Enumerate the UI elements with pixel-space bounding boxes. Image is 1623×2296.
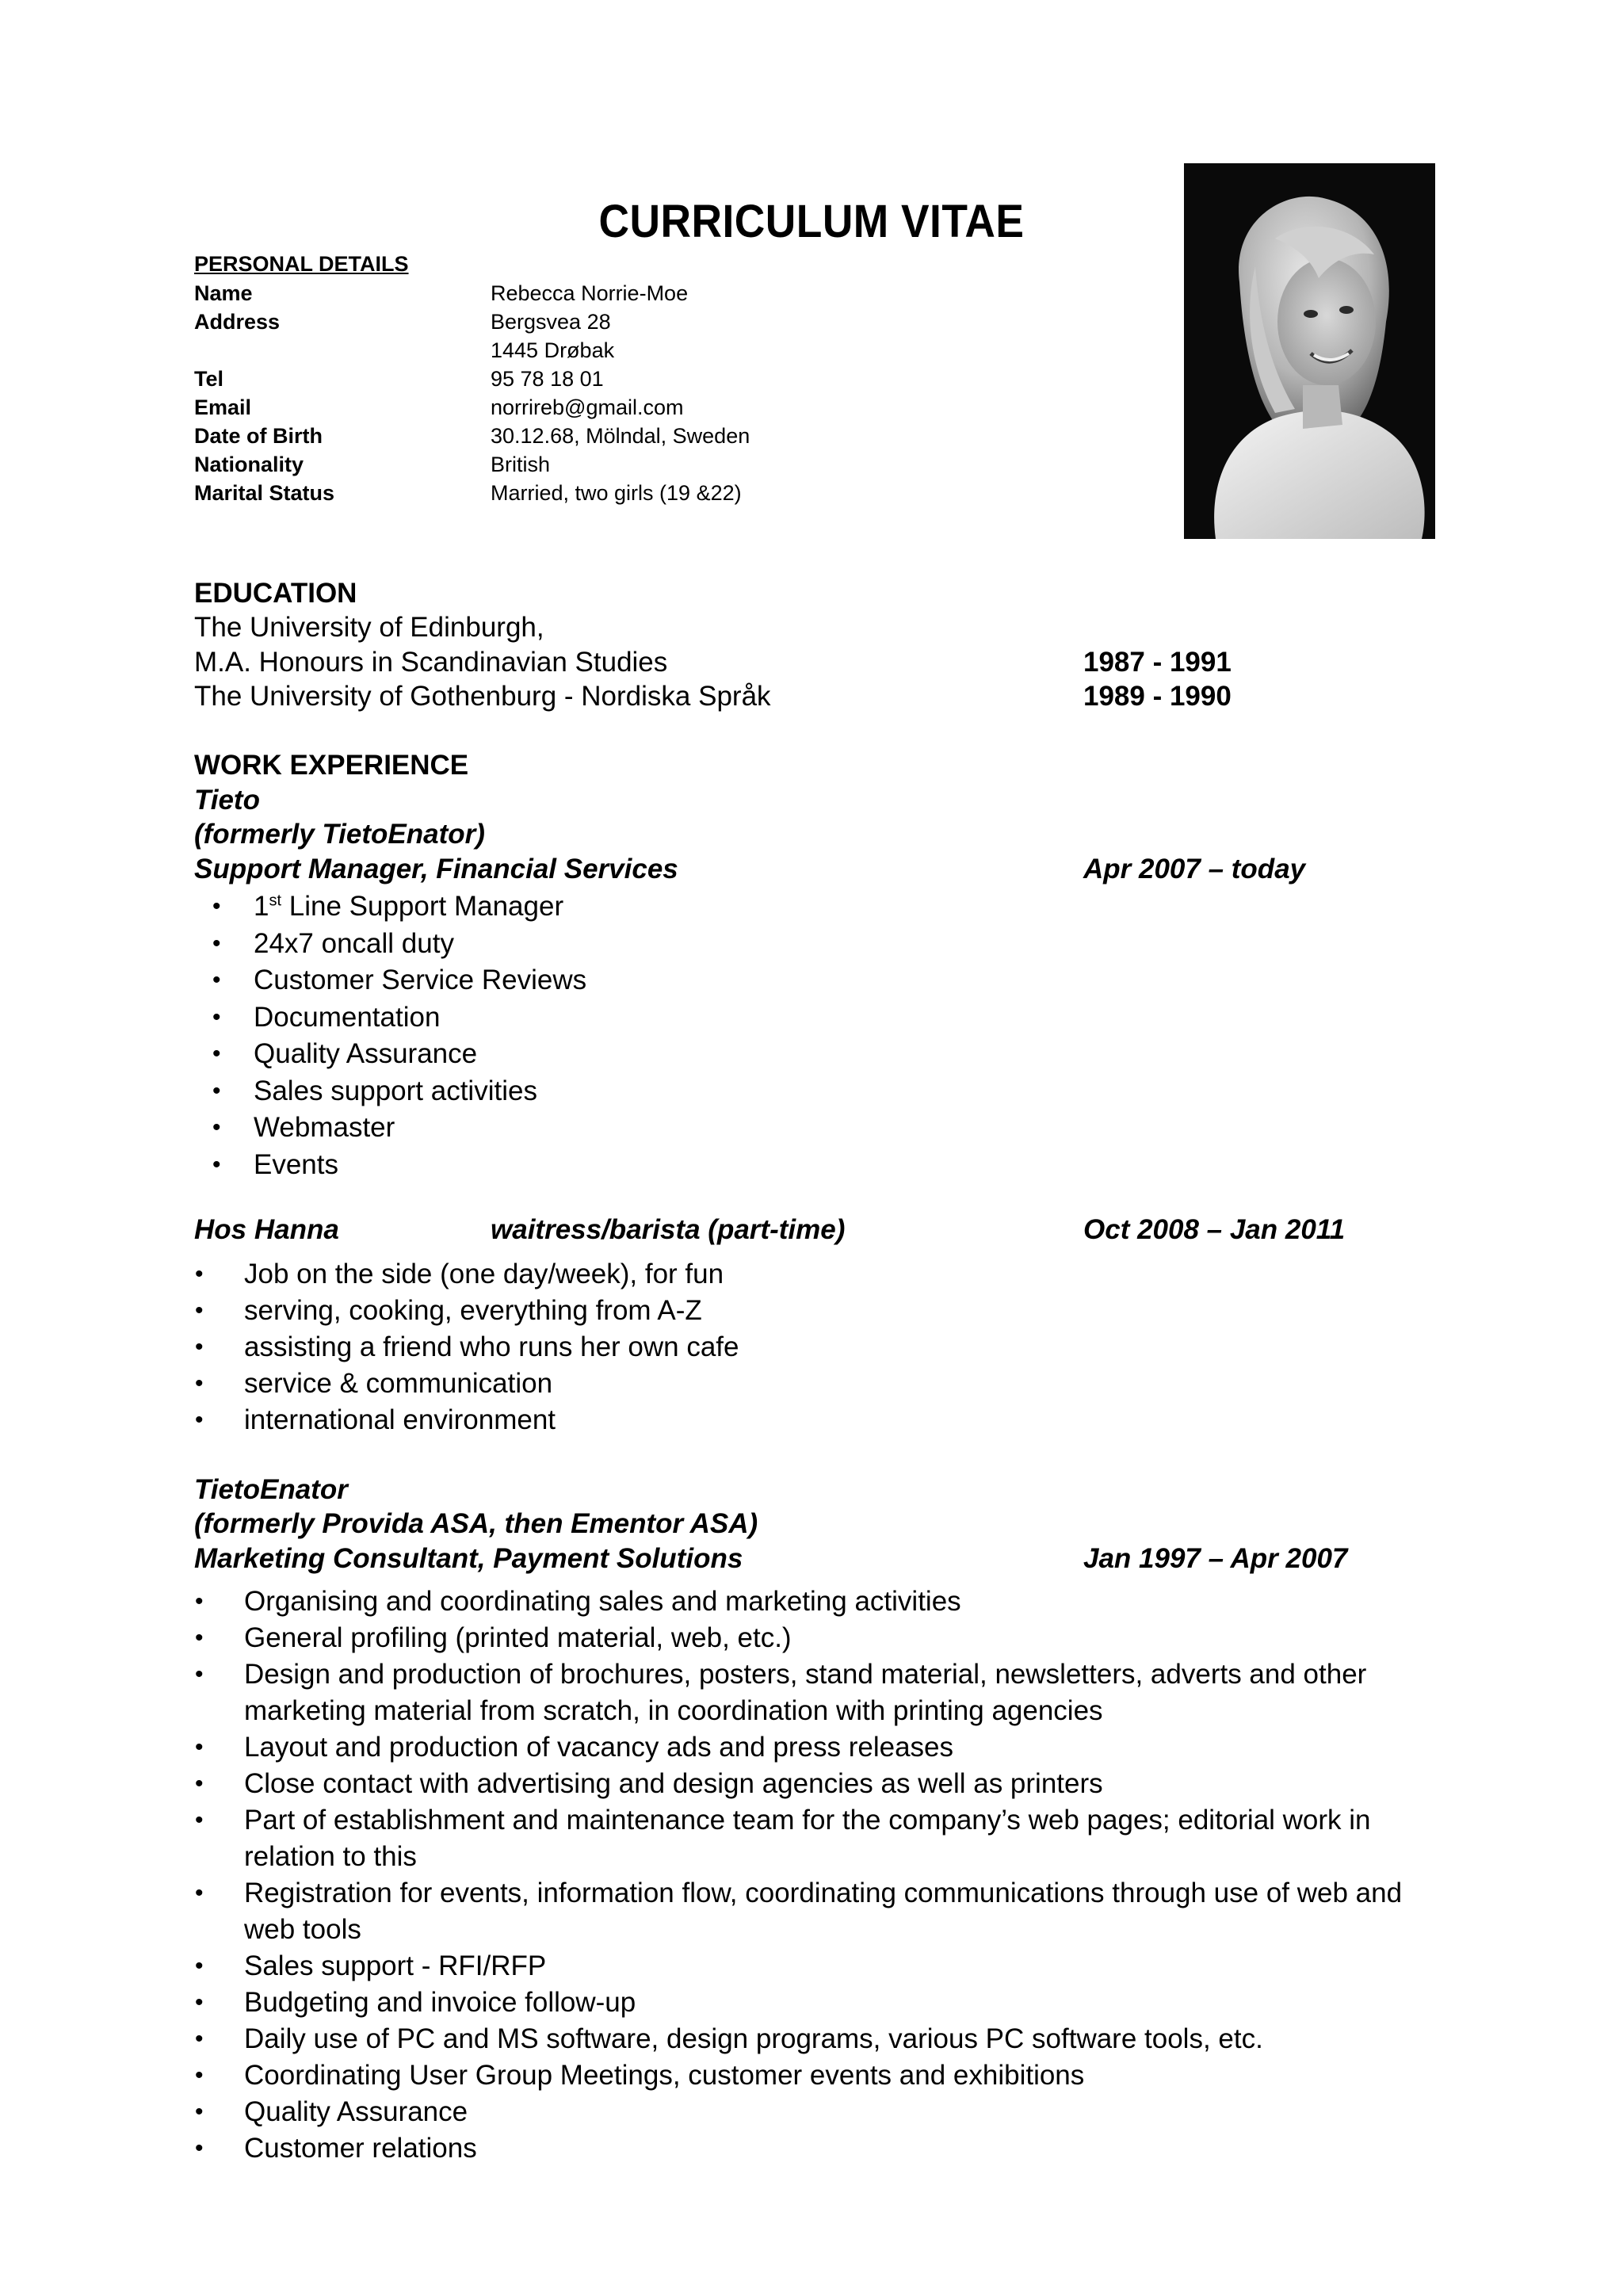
job-duties-list: [254, 888, 586, 1183]
personal-value: Bergsvea 28: [491, 310, 611, 334]
personal-value: Married, two girls (19 &22): [491, 481, 742, 505]
personal-value: 95 78 18 01: [491, 367, 604, 391]
list-item: • Sales support - RFI/RFP: [244, 1948, 1433, 1985]
work-heading: WORK EXPERIENCE: [194, 750, 469, 781]
job-dates: Oct 2008 – Jan 2011: [1083, 1214, 1346, 1245]
job-role: Marketing Consultant, Payment Solutions: [194, 1543, 743, 1574]
education-date: 1987 - 1991: [1083, 647, 1232, 678]
personal-details-heading: PERSONAL DETAILS: [194, 252, 409, 276]
list-item: • Registration for events, information flow, coordinating communications through use of web and web tools: [244, 1875, 1433, 1948]
job-duties-list: [244, 1256, 1433, 1438]
personal-label: Address: [194, 310, 281, 334]
list-item: • Customer Service Reviews: [254, 962, 586, 999]
job-company: Hos Hanna: [194, 1214, 339, 1245]
list-item: • General profiling (printed material, web, etc.): [244, 1620, 1433, 1656]
job-formerly: (formerly TietoEnator): [194, 819, 485, 850]
education-line: M.A. Honours in Scandinavian Studies: [194, 647, 668, 678]
list-item: • Budgeting and invoice follow-up: [244, 1985, 1433, 2021]
list-item: • Quality Assurance: [254, 1036, 586, 1073]
list-item: • international environment: [244, 1402, 1433, 1438]
job-dates: Jan 1997 – Apr 2007: [1083, 1543, 1348, 1574]
list-item: • Daily use of PC and MS software, design programs, various PC software tools, etc.: [244, 2021, 1433, 2057]
list-item: • Quality Assurance: [244, 2094, 1433, 2130]
personal-label: Tel: [194, 367, 224, 391]
job-role: waitress/barista (part-time): [491, 1214, 846, 1245]
list-item: • Sales support activities: [254, 1073, 586, 1110]
portrait-illustration: [1184, 163, 1435, 539]
portrait-photo: [1184, 163, 1435, 539]
job-company: Tieto: [194, 785, 260, 816]
job-formerly: (formerly Provida ASA, then Ementor ASA): [194, 1508, 758, 1539]
personal-value: 1445 Drøbak: [491, 338, 615, 362]
personal-label: Email: [194, 395, 252, 419]
personal-value: Rebecca Norrie-Moe: [491, 281, 689, 305]
list-item: • Coordinating User Group Meetings, customer events and exhibitions: [244, 2057, 1433, 2094]
list-item: • Events: [254, 1147, 586, 1184]
document-title: CURRICULUM VITAE: [598, 196, 1025, 247]
list-item: • 1st Line Support Manager: [254, 888, 586, 926]
personal-value: British: [491, 453, 551, 476]
education-line: The University of Edinburgh,: [194, 612, 544, 643]
personal-label: Nationality: [194, 453, 304, 476]
personal-value: 30.12.68, Mölndal, Sweden: [491, 424, 750, 448]
education-line: The University of Gothenburg - Nordiska Språk: [194, 681, 771, 712]
list-item: • Design and production of brochures, posters, stand material, newsletters, adverts and other marketing material from scratch, in coordination with printing agencies: [244, 1656, 1401, 1729]
personal-label: Marital Status: [194, 481, 335, 505]
list-item: • Organising and coordinating sales and marketing activities: [244, 1584, 1433, 1620]
list-item: • Close contact with advertising and design agencies as well as printers: [244, 1766, 1433, 1802]
list-item: • service & communication: [244, 1366, 1433, 1402]
education-heading: EDUCATION: [194, 578, 357, 609]
personal-label: Date of Birth: [194, 424, 323, 448]
list-item: • assisting a friend who runs her own cafe: [244, 1329, 1433, 1366]
list-item: • Customer relations: [244, 2130, 1433, 2167]
job-duties-list: [244, 1584, 1433, 2167]
list-item: • Part of establishment and maintenance team for the company’s web pages; editorial work in relation to this: [244, 1802, 1433, 1875]
personal-value: norrireb@gmail.com: [491, 395, 684, 419]
list-item: • serving, cooking, everything from A-Z: [244, 1293, 1433, 1329]
job-role: Support Manager, Financial Services: [194, 854, 678, 884]
list-item: • Layout and production of vacancy ads and press releases: [244, 1729, 1433, 1766]
education-date: 1989 - 1990: [1083, 681, 1232, 712]
list-item: • 24x7 oncall duty: [254, 926, 586, 963]
list-item: • Job on the side (one day/week), for fun: [244, 1256, 1433, 1293]
job-company: TietoEnator: [194, 1474, 348, 1505]
list-item: • Documentation: [254, 999, 586, 1037]
job-dates: Apr 2007 – today: [1083, 854, 1306, 884]
personal-label: Name: [194, 281, 253, 305]
list-item: • Webmaster: [254, 1110, 586, 1147]
